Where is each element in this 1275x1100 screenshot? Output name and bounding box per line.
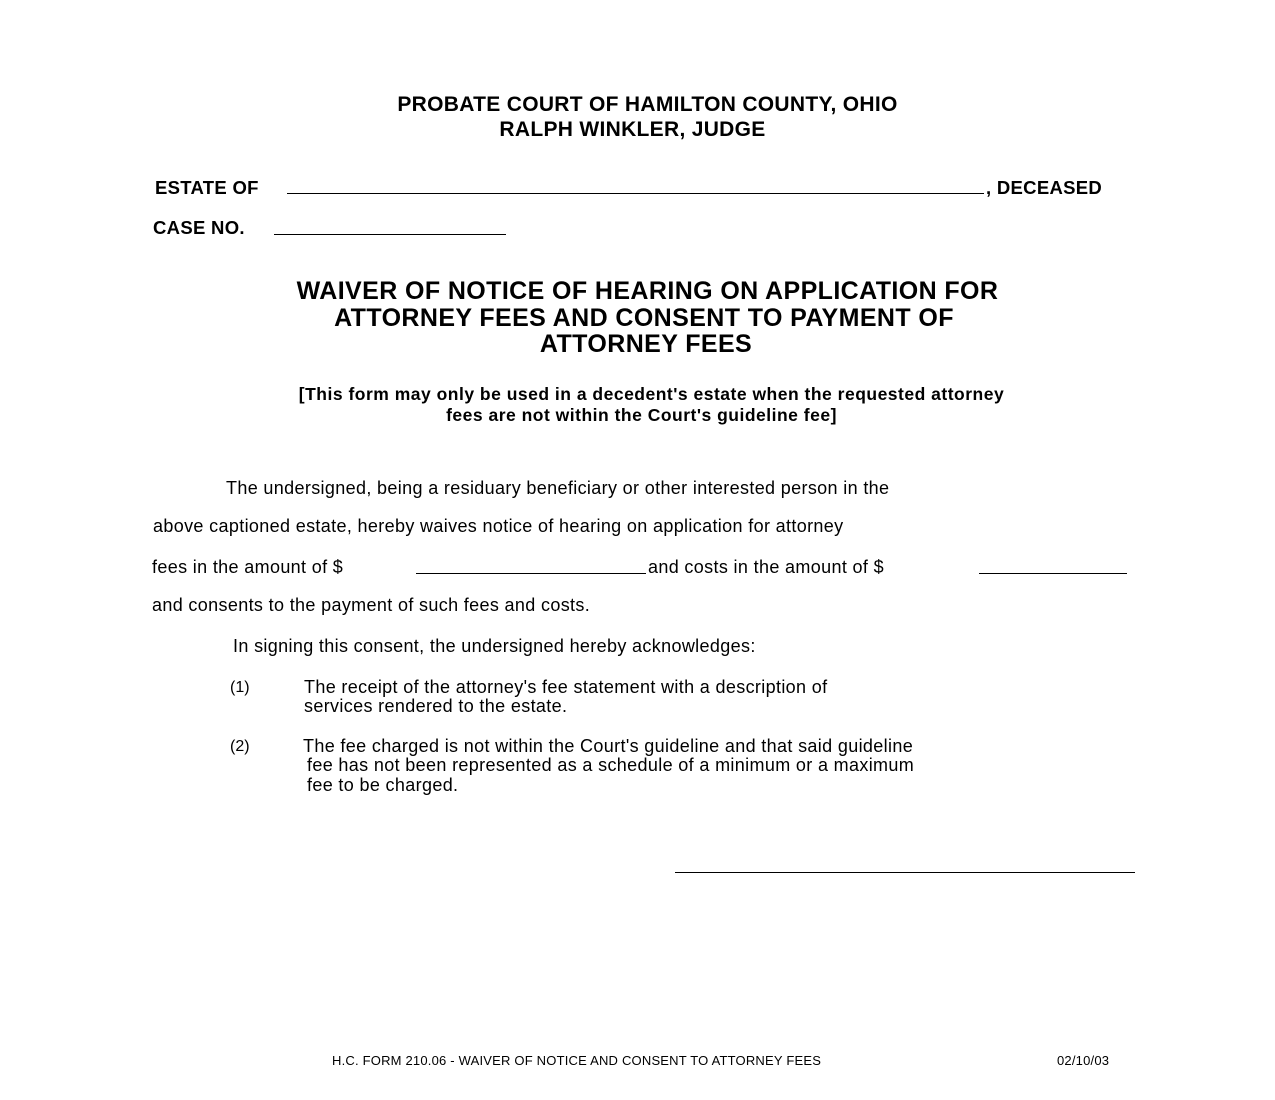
acknowledgement-intro: In signing this consent, the undersigned hereby acknowledges: [233,636,756,656]
item-2-number: (2) [230,738,250,755]
fees-amount-label: fees in the amount of $ [152,557,344,577]
judge-name: RALPH WINKLER, JUDGE [499,118,766,141]
costs-amount-field[interactable] [979,573,1127,574]
usage-note-line-1: [This form may only be used in a decedent's estate when the requested attorney [298,384,1005,404]
item-1-line-1: The receipt of the attorney's fee statement with a description of [304,677,828,697]
usage-note-line-2: fees are not within the Court's guideline fee] [446,405,837,425]
item-2-line-2: fee has not been represented as a schedule of a minimum or a maximum [307,755,915,775]
footer-form-name: H.C. FORM 210.06 - WAIVER OF NOTICE AND CONSENT TO ATTORNEY FEES [332,1053,822,1068]
footer-form-date: 02/10/03 [1057,1053,1110,1068]
costs-amount-label: and costs in the amount of $ [648,557,884,577]
deceased-label: , DECEASED [986,177,1103,198]
signature-field[interactable] [675,872,1135,873]
paragraph-1-line-2: above captioned estate, hereby waives notice of hearing on application for attorney [153,516,844,536]
court-name: PROBATE COURT OF HAMILTON COUNTY, OHIO [397,93,898,116]
case-number-field[interactable] [274,234,506,235]
item-2-line-1: The fee charged is not within the Court's guideline and that said guideline [303,736,914,756]
item-1-line-2: services rendered to the estate. [304,696,568,716]
estate-name-field[interactable] [287,193,984,194]
estate-label: ESTATE OF [155,177,259,198]
paragraph-1-line-4: and consents to the payment of such fees and costs. [152,595,591,615]
form-title-line-3: ATTORNEY FEES [539,330,753,358]
item-2-line-3: fee to be charged. [307,775,459,795]
paragraph-1-line-1: The undersigned, being a residuary beneficiary or other interested person in the [226,478,890,498]
form-title-line-1: WAIVER OF NOTICE OF HEARING ON APPLICATION FOR [296,277,999,305]
case-number-label: CASE NO. [153,217,245,238]
fees-amount-field[interactable] [416,573,646,574]
form-title-line-2: ATTORNEY FEES AND CONSENT TO PAYMENT OF [334,304,954,332]
item-1-number: (1) [230,679,250,696]
